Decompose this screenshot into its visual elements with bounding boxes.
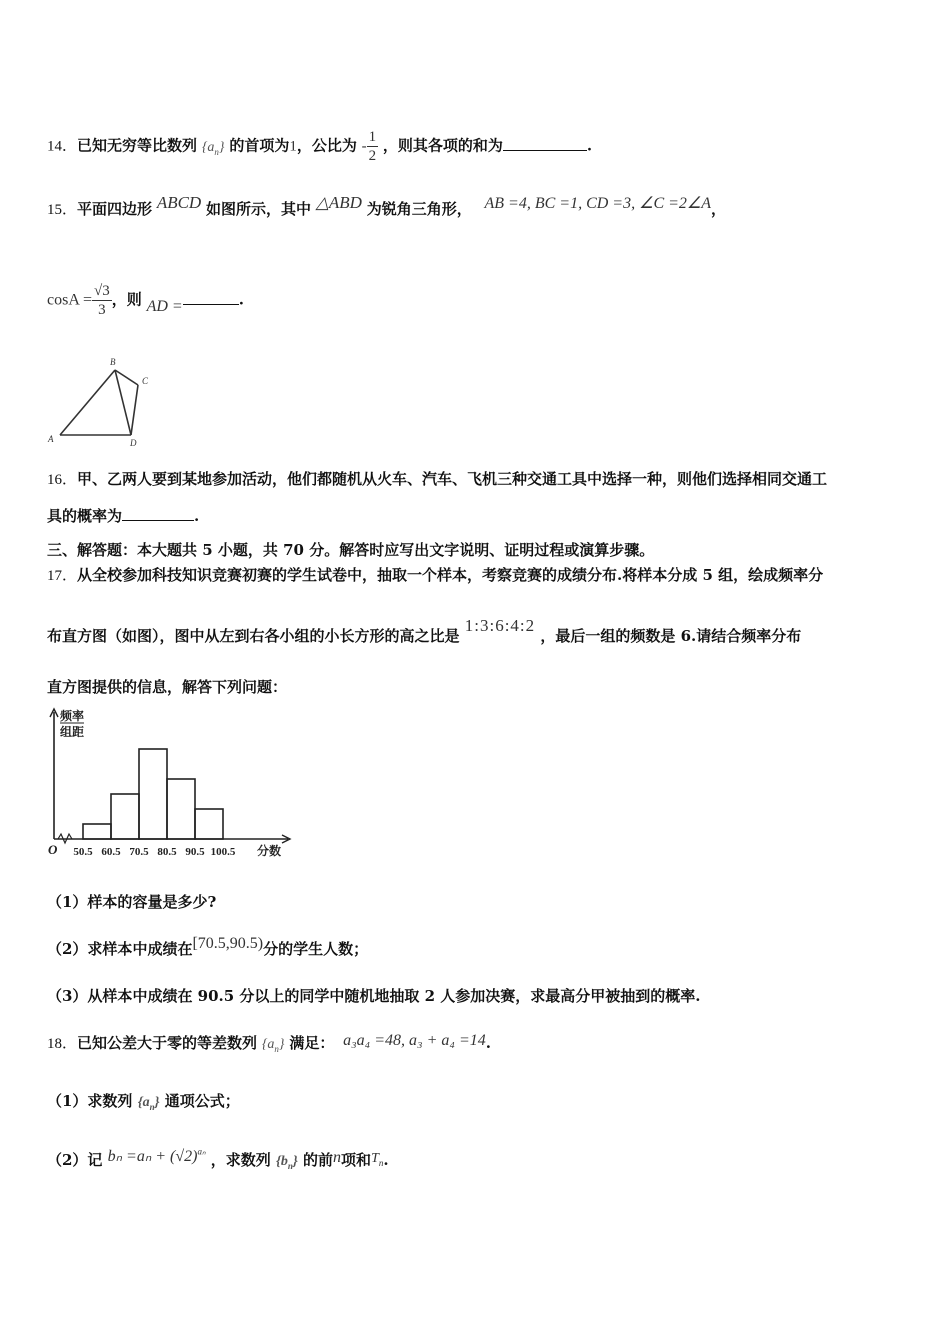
- ylabel-bottom: 组距: [60, 725, 85, 739]
- x-tick-labels: [73, 846, 236, 858]
- q17-part2: （2）求样本中成绩在[70.5,90.5)分的学生人数；: [47, 935, 369, 958]
- histogram-bar: [83, 824, 111, 839]
- q16-line1: 16．甲、乙两人要到某地参加活动，他们都随机从火车、汽车、飞机三种交通工具中选择一种，则他们选择相同交通工: [47, 470, 828, 488]
- label-d: D: [130, 438, 137, 448]
- bars: [83, 749, 223, 839]
- edge-cd: [131, 385, 138, 435]
- frequency-histogram: [42, 706, 302, 866]
- x-tick-label: 60.5: [101, 846, 121, 858]
- histogram-bar: [195, 809, 223, 839]
- histogram-bar: [139, 749, 167, 839]
- question-number: 14．: [47, 138, 78, 155]
- interval: [70.5,90.5): [192, 935, 264, 952]
- q15-line2: cosA = $\frac{√3}{3}$ ，则 AD = .: [47, 283, 244, 318]
- bn-definition: $b_n =a_n + (√2)^{a_n}$: [107, 1146, 206, 1165]
- ylabel-top: 频率: [60, 709, 85, 723]
- histogram-bar: [111, 794, 139, 839]
- quadrilateral-figure: [45, 355, 160, 450]
- answer-blank: [183, 292, 239, 305]
- xlabel: 分数: [257, 844, 282, 858]
- q18-part1: （1）求数列 $\{a_n\}$ 通项公式；: [47, 1092, 240, 1112]
- answer-blank: [503, 138, 587, 151]
- q18-line: 18．已知公差大于零的等差数列 $\{a_n\}$ 满足： a₃a₄ =48, a₃ + a₄ =14.: [47, 1032, 491, 1054]
- height-ratio: 1:3:6:4:2: [464, 616, 536, 635]
- histogram-bar: [167, 779, 195, 839]
- sequence-an: $\{a_n\}$: [201, 139, 225, 157]
- q17-line1: 17．从全校参加科技知识竞赛初赛的学生试卷中，抽取一个样本，考察竞赛的成绩分布.将样本分成 5 组，绘成频率分: [47, 566, 824, 584]
- ratio-fraction: $\frac{1}{2}$: [368, 129, 377, 164]
- q16-line2: 具的概率为 .: [47, 507, 200, 525]
- x-tick-label: 100.5: [210, 846, 236, 858]
- x-tick-label: 80.5: [157, 846, 177, 858]
- sequence-an: $\{a_n\}$: [261, 1037, 285, 1054]
- q17-line2: 布直方图（如图），图中从左到右各小组的小长方形的高之比是 1:3:6:4:2 ，最后一组的频数是 6.请结合频率分布: [47, 616, 802, 645]
- label-c: C: [142, 376, 149, 386]
- label-a: A: [48, 434, 54, 444]
- edge-ab: [60, 370, 115, 435]
- x-tick-label: 70.5: [129, 846, 149, 858]
- sequence-an: $\{a_n\}$: [137, 1095, 160, 1112]
- q17-part1: （1）样本的容量是多少?: [47, 893, 217, 911]
- q15-line1: 15．平面四边形 ABCD 如图所示，其中 △ABD 为锐角三角形， AB =4, BC =1, CD =3, ∠C =2∠A，: [47, 193, 727, 218]
- q18-part2: （2）记 $b_n =a_n + (√2)^{a_n}$ ，求数列 $\{b_n\}$ 的前n项和$T_n$.: [47, 1146, 389, 1171]
- q14-line: 14．已知无穷等比数列 $\{a_n\}$ 的首项为1，公比为 - $\frac{1}{2}$ ，则其各项的和为 .: [47, 129, 593, 164]
- label-b: B: [110, 357, 116, 367]
- condition: a₃a₄ =48, a₃ + a₄ =14: [343, 1032, 486, 1049]
- cos-fraction: $\frac{√3}{3}$: [94, 283, 110, 318]
- section-heading: 三、解答题：本大题共 5 小题，共 70 分。解答时应写出文字说明、证明过程或演算步骤。: [47, 541, 655, 559]
- sequence-bn: $\{b_n\}$: [276, 1154, 298, 1171]
- origin-label: O: [48, 842, 58, 857]
- q17-line3: 直方图提供的信息，解答下列问题：: [47, 678, 288, 696]
- quadrilateral-lines: [60, 370, 138, 435]
- x-tick-label: 90.5: [185, 846, 205, 858]
- q17-part3: （3）从样本中成绩在 90.5 分以上的同学中随机地抽取 2 人参加决赛，求最高分甲被抽到的概率.: [47, 987, 701, 1005]
- x-tick-label: 50.5: [73, 846, 93, 858]
- answer-blank: [122, 508, 194, 521]
